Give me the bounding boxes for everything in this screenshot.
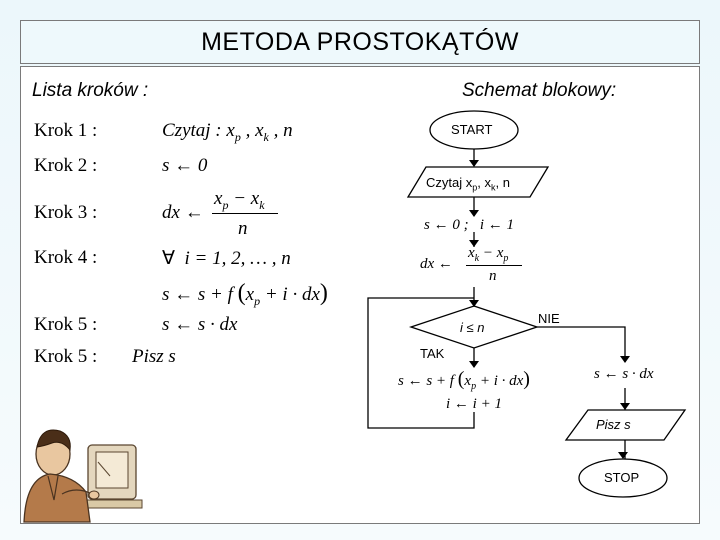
increment-label: i ← i + 1 [446, 396, 502, 412]
dx-denominator: n [489, 268, 497, 284]
step-1-label: Krok 1 : [34, 120, 98, 141]
mult-label: s ← s · dx [594, 366, 654, 382]
step-3-label: Krok 3 : [34, 202, 98, 223]
yes-branch-label: TAK [420, 346, 445, 361]
steps-header: Lista kroków : [32, 80, 149, 101]
input-label: Czytaj $x_p$, $x_k$, n [426, 175, 510, 193]
arrow-head [469, 361, 479, 368]
stop-label: STOP [604, 470, 640, 485]
step-1-content: Czytaj : $x_p$ , $x_k$ , n [162, 120, 293, 144]
step-5-content: s ← s · dx [162, 314, 238, 335]
dx-label: dx ← [420, 256, 453, 272]
dx-fraction-bar [466, 265, 522, 266]
step-3-dx: dx ← [162, 202, 204, 223]
step-4-sum: s ← s + f $(x_p + i \cdot dx)$ [162, 280, 328, 308]
step-5-label: Krok 5 : [34, 314, 98, 335]
arrow-head [469, 300, 479, 307]
sum-label: s ← s + f $(x_p + i \cdot dx)$ [398, 368, 530, 392]
step-2-label: Krok 2 : [34, 155, 98, 176]
step-2-content: s ← 0 [162, 155, 208, 176]
init-label: s ← 0 ; i ← 1 [424, 217, 515, 233]
condition-label: i ≤ n [460, 320, 485, 335]
flowchart-header: Schemat blokowy: [462, 80, 617, 101]
start-label: START [451, 122, 493, 137]
step-4-label: Krok 4 : [34, 247, 98, 268]
step-4-content: ∀ i = 1, 2, … , n [162, 248, 291, 269]
step-3-numerator: $x_p - x_k$ [214, 188, 265, 212]
person-at-computer-illustration [24, 430, 142, 522]
output-label: Pisz s [596, 417, 631, 432]
no-branch-label: NIE [538, 311, 560, 326]
dx-numerator: $x_k - x_p$ [468, 245, 509, 264]
arrow-head [469, 160, 479, 167]
step-6-content: Pisz s [132, 346, 176, 367]
step-6-label: Krok 5 : [34, 346, 98, 367]
arrow-head [620, 356, 630, 363]
arrow-head [618, 452, 628, 459]
step-3-denominator: n [238, 218, 248, 239]
connector-no-branch [537, 327, 625, 362]
arrow-head [620, 403, 630, 410]
page-title: METODA PROSTOKĄTÓW [201, 27, 519, 56]
arrow-head [469, 210, 479, 217]
